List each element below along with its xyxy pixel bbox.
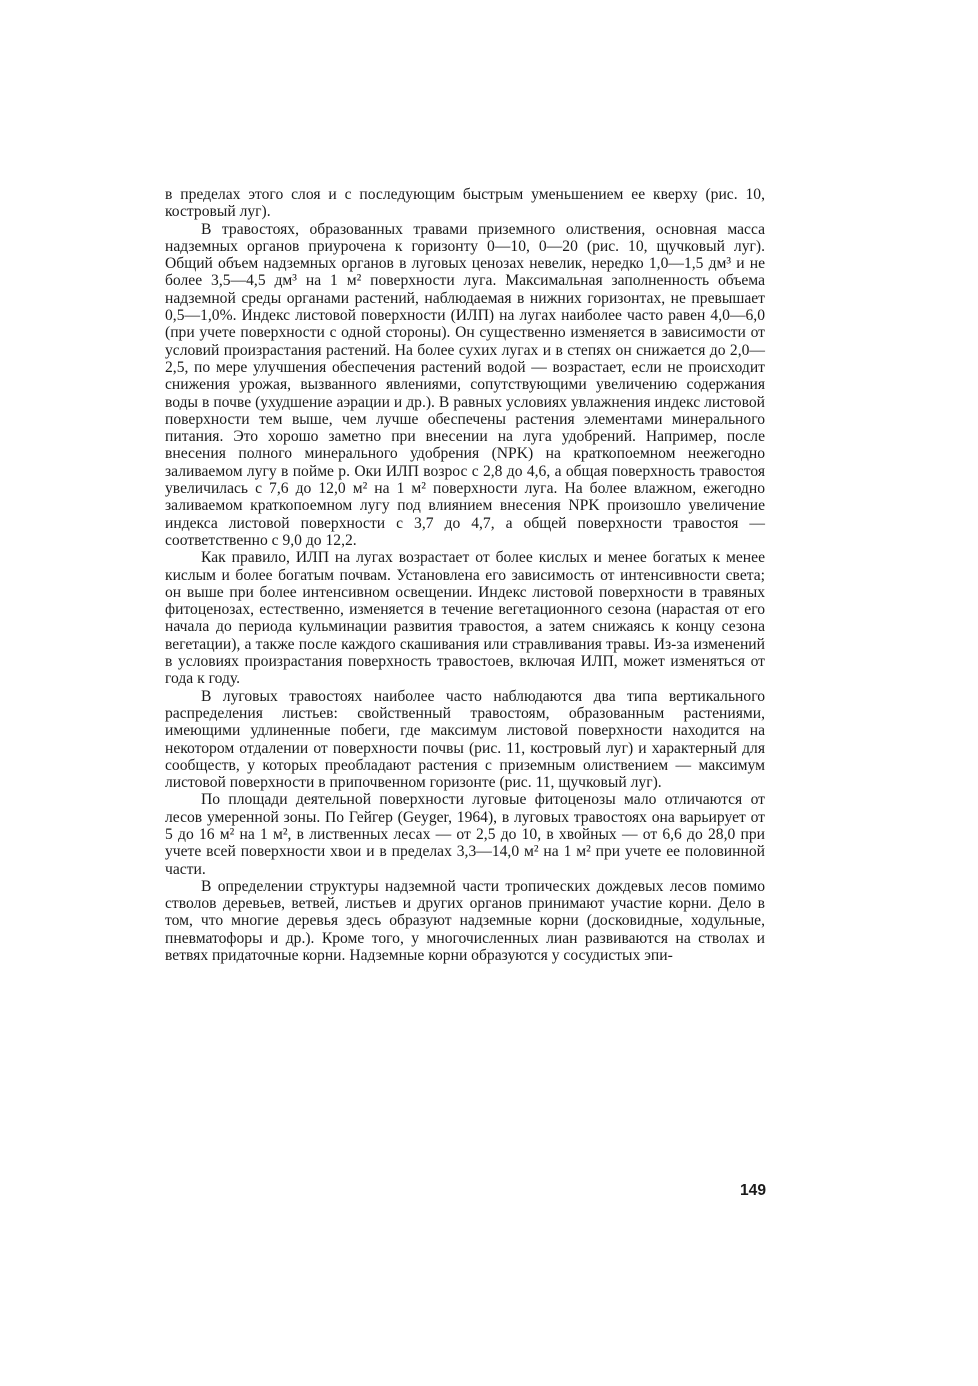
body-text xyxy=(165,186,765,964)
page-number: 149 xyxy=(739,1182,766,1199)
paragraph: По площади деятельной поверхности луговые фитоценозы мало отличаются от лесов умеренной зоны. По Гейгер (Geyger, 1964), в луговых травостоях она варьирует от 5 до 16 м² на 1 м², в лиственных лесах — от 2,5 до 10, в хвойных — от 6,6 до 28,0 при учете всей поверхности хвои и в пределах 3,3—14,0 м² на 1 м² при учете ее половинной части. xyxy=(165,791,765,878)
paragraph: в пределах этого слоя и с последующим быстрым уменьшением ее кверху (рис. 10, костровый луг). xyxy=(165,186,765,221)
paragraph: В определении структуры надземной части тропических дождевых лесов помимо стволов деревьев, ветвей, листьев и других органов принимают участие корни. Дело в том, что многие деревья здесь образуют надземные корни (досковидные, ходульные, пневматофоры и др.). Кроме того, у многочисленных лиан развиваются на стволах и ветвях придаточные корни. Надземные корни образуются у сосудистых эпи- xyxy=(165,877,765,965)
paragraph: В травостоях, образованных травами приземного олиствения, основная масса надземных органов приурочена к горизонту 0—10, 0—20 (рис. 10, щучковый луг). Общий объем надземных органов в луговых ценозах невелик, нередко 1,0—1,5 дм³ и не более 3,5—4,5 дм³ на 1 м² поверхности луга. Максимальная заполненность объема надземной среды органами растений, наблюдаемая в нижних горизонтах, не превышает 0,5—1,0%. Индекс листовой поверхности (ИЛП) на лугах наиболее часто равен 4,0—6,0 (при учете поверхности с одной стороны). Он существенно изменяется в зависимости от условий произрастания растений. На более сухих лугах и в степях он снижается до 2,0—2,5, по мере улучшения обеспечения растений водой — возрастает, если не происходит снижения урожая, вызванного явлениями, сопутствующими увеличению содержания воды в почве (ухудшение аэрации и др.). В равных условиях увлажнения индекс листовой поверхности тем выше, чем лучше обеспечены растения элементами минерального питания. Это хорошо заметно при внесении на луга удобрений. Например, после внесения полного минерального удобрения (NPK) на краткопоемном неежегодно заливаемом лугу в пойме р. Оки ИЛП возрос с 2,8 до 4,6, а общая поверхность травостоя увеличилась с 7,6 до 12,0 м² на 1 м² поверхности луга. На более влажном, ежегодно заливаемом краткопоемном лугу под влиянием внесения NPK произошло увеличение индекса листовой поверхности с 3,7 до 4,7, а общей поверхности травостоя — соответственно с 9,0 до 12,2. xyxy=(165,220,765,549)
paragraph: Как правило, ИЛП на лугах возрастает от более кислых и менее богатых к менее кислым и более богатым почвам. Установлена его зависимость от интенсивности света; он выше при более интенсивном освещении. Индекс листовой поверхности в травяных фитоценозах, естественно, изменяется в течение вегетационного сезона (нарастая от его начала до периода кульминации развития травостоя, а затем снижаясь к концу сезона вегетации), а также после каждого скашивания или стравливания травы. Из-за изменений в условиях произрастания поверхность травостоев, включая ИЛП, может изменяться от года к году. xyxy=(165,549,765,688)
paragraph: В луговых травостоях наиболее часто наблюдаются два типа вертикального распределения листьев: свойственный травостоям, образованным растениями, имеющими удлиненные побеги, где максимум листовой поверхности находится на некотором отдалении от поверхности почвы (рис. 11, костровый луг) и характерный для сообществ, у которых преобладают растения с приземным олиствением — максимум листовой поверхности в припочвенном горизонте (рис. 11, щучковый луг). xyxy=(165,687,765,792)
